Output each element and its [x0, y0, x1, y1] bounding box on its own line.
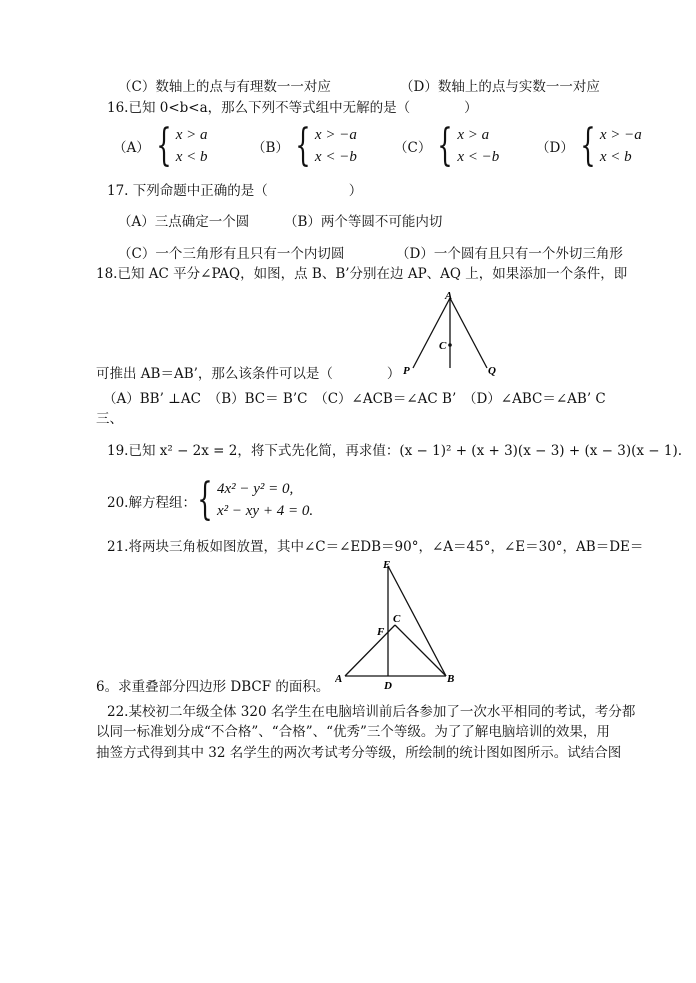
question-22-line2: 以同一标准划分成“不合格”、“合格”、“优秀”三个等级。为了了解电脑培训的效果，用	[96, 724, 610, 740]
q17-option-a: （A）三点确定一个圆	[118, 214, 250, 230]
question-22-line1: 22.某校初二年级全体 320 名学生在电脑培训前后各参加了一次水平相同的考试，考分都	[107, 704, 636, 720]
label-q: Q	[488, 365, 496, 377]
option-label: （A）	[113, 140, 150, 156]
question-17: 17. 下列命题中正确的是（ ）	[107, 183, 363, 199]
label-a: A	[335, 673, 343, 685]
q16-option-c: （C） { x > a x < −b	[394, 120, 500, 171]
question-16: 16.已知 0<b<a，那么下列不等式组中无解的是（ ）	[107, 100, 478, 116]
question-20: 20.解方程组：	[107, 495, 196, 511]
q20-system: { 4x² − y² = 0, x² − xy + 4 = 0.	[197, 474, 314, 525]
q17-option-b: （B）两个等圆不可能内切	[284, 214, 443, 230]
question-21-cont: 6。求重叠部分四边形 DBCF 的面积。	[96, 679, 330, 695]
q16-option-b: （B） { x > −a x < −b	[252, 120, 357, 171]
q18-options: （A）BB’ ⊥AC （B）BC＝ B’C （C）∠ACB＝∠AC B’ （D）∠ABC＝∠AB’ C	[103, 391, 606, 407]
label-d: D	[384, 680, 392, 692]
label-c: C	[439, 340, 447, 352]
option-16d-prev: （D）数轴上的点与实数一一对应	[400, 79, 600, 95]
question-18-cont: 可推出 AB＝AB’，那么该条件可以是（ ）	[96, 366, 401, 382]
label-e: E	[383, 559, 391, 571]
figure-21	[335, 558, 465, 693]
figure-18	[395, 290, 505, 380]
option-label: （C）	[394, 140, 432, 156]
q17-option-c: （C）一个三角形有且只有一个内切圆	[118, 246, 345, 262]
question-21: 21.将两块三角板如图放置，其中∠C＝∠EDB＝90°，∠A＝45°，∠E＝30°，AB＝DE＝	[107, 539, 644, 555]
label-p: P	[403, 365, 410, 377]
question-22-line3: 抽签方式得到其中 32 名学生的两次考试考分等级，所绘制的统计图如图所示。试结合图	[96, 745, 622, 761]
label-a: A	[445, 290, 453, 302]
question-19: 19.已知 x² − 2x = 2，将下式先化简，再求值：(x − 1)² + (x + 3)(x − 3) + (x − 3)(x − 1).	[107, 443, 683, 459]
option-label: （D）	[536, 140, 574, 156]
section-3-heading: 三、	[96, 411, 123, 427]
question-18: 18.已知 AC 平分∠PAQ，如图，点 B、B’分别在边 AP、AQ 上，如果添加一个条件，即	[96, 266, 628, 282]
label-f: F	[377, 626, 385, 638]
label-b: B	[447, 673, 455, 685]
q16-option-d: （D） { x > −a x < b	[536, 120, 642, 171]
option-16c-prev: （C）数轴上的点与有理数一一对应	[118, 79, 331, 95]
label-c: C	[393, 613, 401, 625]
q17-option-d: （D）一个圆有且只有一个外切三角形	[396, 246, 623, 262]
option-label: （B）	[252, 140, 289, 156]
q16-option-a: （A） { x > a x < b	[113, 120, 208, 171]
